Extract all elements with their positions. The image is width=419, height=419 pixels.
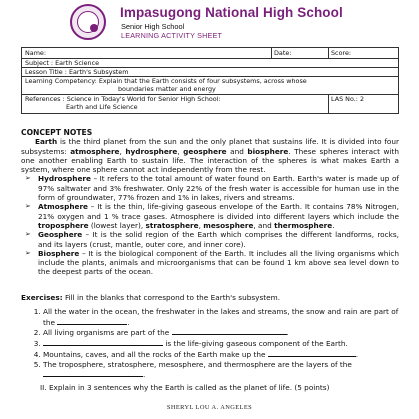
references-line-1: References : Science in Today's World for Senior High School: xyxy=(25,95,221,103)
subject-text: Subject : Earth Science xyxy=(25,59,100,67)
references-row xyxy=(22,95,398,113)
document-header xyxy=(0,0,419,44)
competency-row xyxy=(22,77,398,95)
exercise-item: 4. Mountains, caves, and all the rocks of the Earth make up the . xyxy=(43,349,399,359)
competency-line-1: Learning Competency: Explain that the Earth consists of four subsystems, across whose xyxy=(25,77,307,85)
concept-notes-title: CONCEPT NOTES xyxy=(21,128,93,137)
info-table xyxy=(21,47,399,114)
answer-blank[interactable] xyxy=(43,369,143,377)
school-name: Impasugong National High School xyxy=(120,5,343,20)
biosphere-note: ➢ Biosphere – It is the biological component of the Earth. It includes all the living organisms which include the plants, animals and microorganisms that can be found 1 km above sea level down to the deepest parts of the ocean. xyxy=(35,249,399,277)
las-number: LAS No.: 2 xyxy=(331,95,365,103)
answer-blank[interactable] xyxy=(268,349,356,357)
lesson-row xyxy=(22,68,398,77)
name-row xyxy=(22,48,398,59)
intro-paragraph: Earth is the third planet from the sun and the only planet that sustains life. It is divided into four subsystems: atmosphere, hydrosphere, geosphere and biosphere. These spheres interact with one another enabling Earth to sustain life. The interaction of the spheres is what makes Earth a system, where one sphere cannot act independently from the rest. xyxy=(21,137,399,175)
subject-row xyxy=(22,59,398,68)
part-two-question: II. Explain in 3 sentences why the Earth is called as the planet of life. (5 points) xyxy=(40,383,330,392)
score-label: Score: xyxy=(331,49,352,57)
hydrosphere-note: ➢ Hydrosphere – It refers to the total amount of water found on Earth. Earth's water is made up of 97% saltwater and 3% freshwater. Only 22% of the fresh water is accessible for human use in the form of groundwater, 77% frozen and 1% in lakes, rivers and streams. xyxy=(35,174,399,202)
name-label: Name: xyxy=(25,49,47,57)
exercises-instruction: Exercises: Fill in the blanks that correspond to the Earth's subsystem. xyxy=(21,293,281,302)
date-label: Date: xyxy=(274,49,292,57)
exercises-section xyxy=(21,293,399,380)
concept-notes xyxy=(21,128,399,277)
answer-blank[interactable] xyxy=(43,338,163,346)
school-seal-icon xyxy=(70,4,106,40)
geosphere-note: ➢ Geosphere – It is the solid region of the Earth which comprises the different landforms, rocks, and its layers (crust, mantle, outer core, and inner core). xyxy=(35,230,399,249)
answer-blank[interactable] xyxy=(172,327,287,335)
exercise-item: 3. is the life-giving gaseous component of the Earth. xyxy=(43,338,399,348)
exercise-item: 5. The troposphere, stratosphere, mesosphere, and thermosphere are the layers of the . xyxy=(43,360,399,380)
competency-line-2: boundaries matter and energy xyxy=(118,85,216,93)
author-footer: SHERYL LOU A. ANGELES xyxy=(166,404,253,411)
lesson-title: Lesson Title : Earth's Subsystem xyxy=(25,68,129,76)
sheet-type: LEARNING ACTIVITY SHEET xyxy=(121,31,223,40)
subsystem-list xyxy=(21,174,399,276)
references-line-2: Earth and Life Science xyxy=(66,103,138,111)
atmosphere-note: ➢ Atmosphere – It is the thin, life-giving gaseous envelope of the Earth. It contains 78% Nitrogen, 21% oxygen and 1 % trace gases. Atmosphere is divided into different layers which include the troposphere (lowest layer), stratosphere, mesosphere, and thermosphere. xyxy=(35,202,399,230)
answer-blank[interactable] xyxy=(57,317,127,325)
exercise-item: 2. All living organisms are part of the . xyxy=(43,327,399,337)
exercise-items xyxy=(21,307,399,379)
exercise-item: 1. All the water in the ocean, the freshwater in the lakes and streams, the snow and rain are part of the . xyxy=(43,307,399,327)
school-level: Senior High School xyxy=(121,22,185,31)
